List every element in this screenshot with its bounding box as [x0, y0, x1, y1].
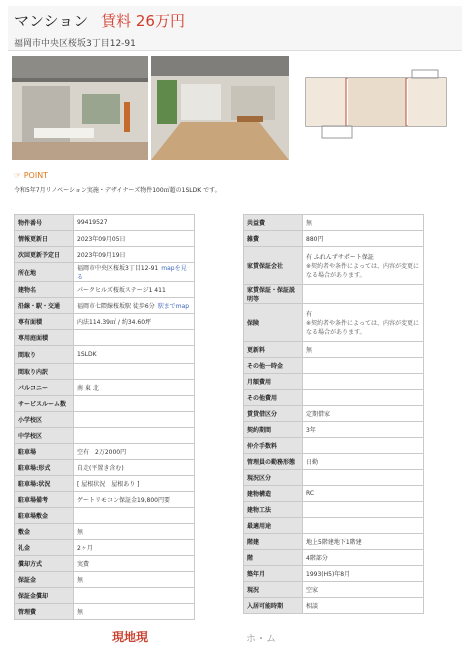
- row-value: [303, 486, 424, 502]
- table-row: [244, 550, 424, 566]
- property-spec-table-right: [243, 214, 424, 614]
- row-value-text: パークヒルズ桜坂ステージ1 411: [77, 287, 166, 294]
- row-label: サービスルーム数: [15, 396, 74, 412]
- row-value-text: 2023年09月19日: [77, 252, 126, 259]
- row-label: その他費用: [244, 390, 303, 406]
- row-label: 家賃保証・保証説明等: [244, 285, 303, 304]
- row-value: [303, 518, 424, 534]
- table-row: [244, 534, 424, 550]
- row-label: 入居可能時期: [244, 598, 303, 614]
- table-row: [15, 572, 195, 588]
- row-value: [303, 358, 424, 374]
- row-value: [74, 282, 195, 298]
- row-value: [303, 406, 424, 422]
- row-value: [303, 438, 424, 454]
- row-value-text: 無: [306, 347, 313, 354]
- row-value-text: ゲートリモコン保証金19,800円要: [77, 497, 170, 504]
- footer-heading: 現地現: [112, 630, 149, 644]
- row-value: [74, 396, 195, 412]
- row-value-text: 2023年09月05日: [77, 236, 126, 243]
- table-row: [244, 470, 424, 486]
- row-label: 更新料: [244, 342, 303, 358]
- table-row: [15, 476, 195, 492]
- row-label: 管理費: [15, 604, 74, 620]
- row-label: 駐車場: [15, 444, 74, 460]
- row-label: 月額費用: [244, 374, 303, 390]
- row-value: [74, 215, 195, 231]
- row-value: [303, 422, 424, 438]
- row-value: [74, 572, 195, 588]
- table-row: [244, 342, 424, 358]
- row-value: [74, 263, 195, 282]
- row-value-text: 空家: [306, 587, 319, 594]
- table-row: [244, 247, 424, 285]
- table-row: [244, 566, 424, 582]
- row-value-text: 実費: [77, 561, 90, 568]
- row-label: 中学校区: [15, 428, 74, 444]
- row-value: [74, 364, 195, 380]
- table-row: [15, 298, 195, 314]
- row-label: 間取り: [15, 346, 74, 364]
- table-row: [244, 304, 424, 342]
- floor-plan-photo[interactable]: [292, 56, 458, 160]
- row-label: 駐車場備考: [15, 492, 74, 508]
- row-label: 建物名: [15, 282, 74, 298]
- row-value: [74, 524, 195, 540]
- table-row: [15, 314, 195, 330]
- interior-kitchen-photo[interactable]: [12, 56, 148, 160]
- row-label: 保険: [244, 304, 303, 342]
- row-label: 駐車場:状況: [15, 476, 74, 492]
- row-label: 家賃保証会社: [244, 247, 303, 285]
- row-label: 次回更新予定日: [15, 247, 74, 263]
- row-value-text: 定期借家: [306, 411, 331, 418]
- table-row: [244, 518, 424, 534]
- row-label: 保証金: [15, 572, 74, 588]
- table-row: [244, 486, 424, 502]
- row-label: 礼金: [15, 540, 74, 556]
- table-row: [15, 231, 195, 247]
- table-row: [244, 215, 424, 231]
- row-label: 共益費: [244, 215, 303, 231]
- row-label: 駐車場:形式: [15, 460, 74, 476]
- row-value-text: 99419527: [77, 219, 108, 226]
- row-value-text: 2ヶ月: [77, 545, 93, 552]
- row-value-text: 無: [306, 220, 313, 227]
- row-label: 現況区分: [244, 470, 303, 486]
- table-row: [15, 380, 195, 396]
- row-label: 専用庭面積: [15, 330, 74, 346]
- row-label: 沿線・駅・交通: [15, 298, 74, 314]
- row-value: [303, 582, 424, 598]
- table-row: [15, 215, 195, 231]
- row-label: 駐車場敷金: [15, 508, 74, 524]
- row-value: [74, 247, 195, 263]
- table-row: [15, 604, 195, 620]
- row-value: [74, 314, 195, 330]
- table-row: [15, 492, 195, 508]
- row-value: [303, 231, 424, 247]
- row-value: [303, 550, 424, 566]
- row-label: 所在地: [15, 263, 74, 282]
- row-value-text: 4階部分: [306, 555, 328, 562]
- row-note: ※契約者や条件によっては、内容が変更になる場合があります。: [306, 263, 420, 279]
- table-row: [244, 374, 424, 390]
- row-label: その他一時金: [244, 358, 303, 374]
- row-value: [74, 588, 195, 604]
- row-value: [74, 604, 195, 620]
- row-value: [303, 534, 424, 550]
- rent-price: 賃料 26万円: [101, 12, 185, 30]
- interior-living-photo[interactable]: [151, 56, 289, 160]
- table-row: [15, 460, 195, 476]
- table-row: [244, 582, 424, 598]
- table-row: [244, 438, 424, 454]
- row-label: 保証金償却: [15, 588, 74, 604]
- row-value-text: 内法114.39㎡ / 約34.60坪: [77, 319, 152, 326]
- row-value: [74, 412, 195, 428]
- row-value: [303, 215, 424, 231]
- table-row: [15, 396, 195, 412]
- row-label: 雑費: [244, 231, 303, 247]
- row-value: [74, 346, 195, 364]
- table-row: [15, 263, 195, 282]
- row-value-text: 1993(H5)年8月: [306, 571, 351, 578]
- row-value: [303, 598, 424, 614]
- row-value: [303, 566, 424, 582]
- row-value: [303, 390, 424, 406]
- table-row: [15, 282, 195, 298]
- row-value-text: 有: [306, 311, 313, 318]
- row-label: 建物構造: [244, 486, 303, 502]
- row-label: 契約期間: [244, 422, 303, 438]
- table-row: [244, 454, 424, 470]
- table-row: [244, 358, 424, 374]
- table-row: [15, 330, 195, 346]
- row-label: 建物工法: [244, 502, 303, 518]
- row-value: [303, 502, 424, 518]
- table-row: [15, 588, 195, 604]
- row-label: 償却方式: [15, 556, 74, 572]
- pointing-hand-icon: ☞: [14, 171, 22, 180]
- row-value-text: 福岡市中央区桜坂3丁目12-91: [77, 265, 159, 272]
- row-value: [74, 508, 195, 524]
- row-value-text: 相談: [306, 603, 319, 610]
- row-value-text: [ 屋根状況 屋根あり ]: [77, 481, 140, 488]
- row-value: [74, 231, 195, 247]
- listing-title: [14, 10, 185, 31]
- row-label: 物件番号: [15, 215, 74, 231]
- row-label: 賃貸借区分: [244, 406, 303, 422]
- row-label: 築年月: [244, 566, 303, 582]
- row-value: [74, 492, 195, 508]
- property-type: マンション: [14, 12, 89, 30]
- table-row: [244, 502, 424, 518]
- table-row: [15, 412, 195, 428]
- table-row: [15, 508, 195, 524]
- row-value: [74, 460, 195, 476]
- row-value-text: 無: [77, 529, 84, 536]
- row-value: [303, 285, 424, 304]
- table-row: [15, 556, 195, 572]
- row-label: 階建: [244, 534, 303, 550]
- row-value: [303, 374, 424, 390]
- row-value-text: 自走(平置き含む): [77, 465, 124, 472]
- table-row: [244, 231, 424, 247]
- table-row: [15, 247, 195, 263]
- table-row: [15, 364, 195, 380]
- footer-heading-2: ホ・ム: [246, 634, 276, 645]
- point-label: ☞ POINT: [14, 171, 49, 180]
- row-value-text: 有 ふれんずサポート保証: [306, 254, 374, 261]
- point-description: 令和5年7月リノベーション実施・デザイナーズ物件100㎡超の1SLDK です。: [14, 187, 221, 194]
- row-value-text: 1SLDK: [77, 351, 97, 358]
- table-row: [15, 444, 195, 460]
- row-value-text: 無: [77, 577, 84, 584]
- row-value: [74, 476, 195, 492]
- row-label: 小学校区: [15, 412, 74, 428]
- photo-gallery: [12, 56, 458, 160]
- row-value-text: 地上5階建地下1階建: [306, 539, 362, 546]
- row-value: [74, 330, 195, 346]
- row-value: [303, 247, 424, 285]
- row-label: 仲介手数料: [244, 438, 303, 454]
- row-value: [303, 342, 424, 358]
- row-value-text: 880円: [306, 236, 324, 243]
- row-label: 管理員の勤務形態: [244, 454, 303, 470]
- row-value: [303, 304, 424, 342]
- map-link[interactable]: mapを見る: [77, 265, 187, 281]
- property-address: 福岡市中央区桜坂3丁目12-91: [14, 39, 136, 49]
- row-value-text: 無: [77, 609, 84, 616]
- map-link[interactable]: 駅までmap: [157, 303, 190, 310]
- listing-header: [8, 6, 462, 51]
- row-value: [74, 540, 195, 556]
- row-label: 最適用途: [244, 518, 303, 534]
- table-row: [244, 390, 424, 406]
- row-value-text: RC: [306, 490, 315, 497]
- table-row: [244, 422, 424, 438]
- table-row: [244, 598, 424, 614]
- property-spec-table-left: [14, 214, 195, 620]
- table-row: [244, 285, 424, 304]
- row-label: 情報更新日: [15, 231, 74, 247]
- row-value-text: 空有 2万2000円: [77, 449, 127, 456]
- table-row: [15, 428, 195, 444]
- row-value: [303, 470, 424, 486]
- row-value: [74, 556, 195, 572]
- row-value-text: 日勤: [306, 459, 319, 466]
- row-label: 現況: [244, 582, 303, 598]
- table-row: [244, 406, 424, 422]
- row-label: バルコニー: [15, 380, 74, 396]
- table-row: [15, 524, 195, 540]
- row-value-text: 福岡市七隈線桜坂駅 徒歩6分: [77, 303, 155, 310]
- table-row: [15, 346, 195, 364]
- row-value-text: 3年: [306, 427, 316, 434]
- row-value: [74, 380, 195, 396]
- row-label: 間取り内訳: [15, 364, 74, 380]
- row-label: 階: [244, 550, 303, 566]
- row-value-text: 南 東 北: [77, 385, 99, 392]
- row-note: ※契約者や条件によっては、内容が変更になる場合があります。: [306, 320, 420, 336]
- row-value: [74, 428, 195, 444]
- row-value: [74, 298, 195, 314]
- table-row: [15, 540, 195, 556]
- row-value: [74, 444, 195, 460]
- row-label: 専有面積: [15, 314, 74, 330]
- row-label: 敷金: [15, 524, 74, 540]
- row-value: [303, 454, 424, 470]
